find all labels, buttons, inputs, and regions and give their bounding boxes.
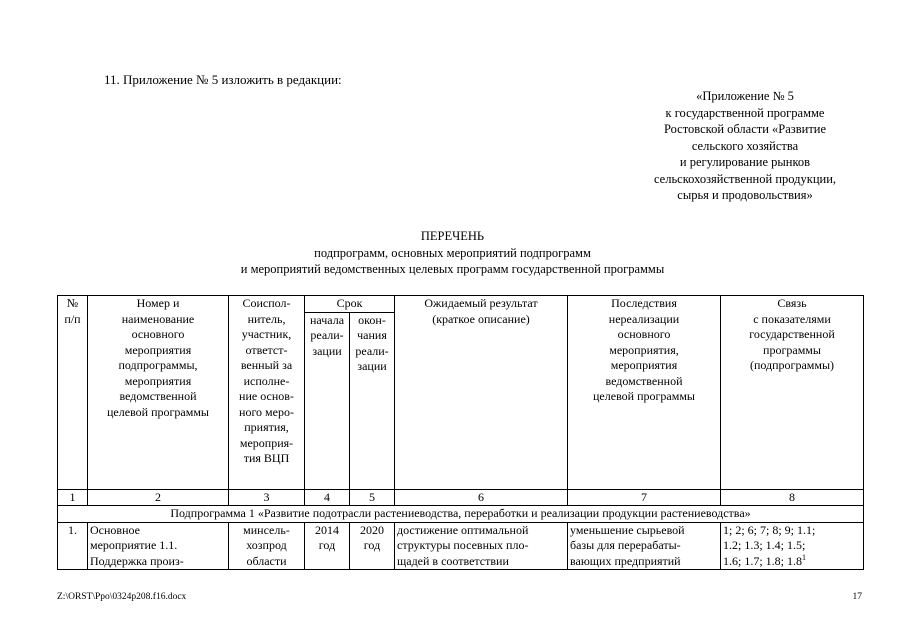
appendix-line: сельского хозяйства — [691, 138, 799, 153]
cell-text-line: Связь — [777, 296, 807, 310]
appendix-line: сырья и продовольствия» — [677, 188, 813, 202]
appendix-line: Ростовской области «Развитие — [663, 122, 827, 136]
file-path: Z:\ORST\Ppo\0324p208.f16.docx — [57, 592, 187, 602]
header-term: Срок — [305, 296, 395, 313]
cell-text-line: государственной — [749, 327, 835, 341]
heading-line: подпрограмм, основных мероприятий подпрограмм — [314, 245, 591, 260]
cell-text-line: окон- — [358, 312, 386, 327]
column-number-row — [58, 489, 864, 506]
header-coexecutor — [229, 296, 305, 490]
cell-text-line: 2014 — [315, 522, 339, 537]
cell-text-line: мероприя- — [239, 435, 294, 450]
cell-text-line: базы для перерабаты- — [570, 538, 681, 552]
cell-text-line: зации — [357, 359, 387, 373]
cell-text-line: Основное — [90, 522, 140, 537]
heading-title: ПЕРЕЧЕНЬ — [420, 229, 485, 243]
cell-text-line: целевой программы — [107, 404, 209, 419]
header-row — [58, 296, 864, 313]
cell-text-line: Соиспол- — [242, 296, 291, 310]
header-link — [721, 296, 864, 490]
cell-text-line: вающих предприятий — [570, 553, 681, 568]
col-number: 5 — [350, 489, 395, 506]
cell-text-line: зации — [312, 343, 342, 358]
cell-text-line: хозпрод — [246, 538, 287, 552]
document-heading — [0, 228, 905, 278]
cell-text-line: мероприятия, — [609, 342, 679, 357]
cell-text-line: реали- — [355, 343, 389, 358]
cell-text-line: мероприятие 1.1. — [90, 538, 178, 552]
cell-text-line: год — [318, 538, 336, 552]
page-number: 17 — [852, 592, 862, 602]
col-number: 2 — [88, 489, 229, 506]
header-num — [58, 296, 88, 490]
appendix-line: и регулирование рынков — [679, 155, 811, 169]
col-number: 6 — [395, 489, 568, 506]
col-number: 4 — [305, 489, 350, 506]
col-number: 3 — [229, 489, 305, 506]
header-start — [305, 312, 350, 489]
cell-text-line: ответст- — [245, 342, 288, 357]
row-end — [350, 522, 395, 570]
subprogram-title: Подпрограмма 1 «Развитие подотрасли растениеводства, переработки и реализации продукции растениеводства» — [58, 506, 864, 523]
intro-text: 11. Приложение № 5 изложить в редакции: — [104, 72, 342, 87]
cell-text-line: исполне- — [243, 373, 290, 388]
cell-text-line: п/п — [64, 311, 81, 326]
cell-text-line: реали- — [310, 328, 344, 342]
cell-text-line: нитель, — [247, 311, 286, 326]
cell-text-line: мероприятия — [610, 358, 678, 372]
cell-text-line: минсель- — [243, 522, 290, 537]
table-row — [58, 522, 864, 570]
cell-text-line: мероприятия — [124, 342, 192, 357]
cell-text-line: Номер и — [136, 296, 180, 310]
row-start — [305, 522, 350, 570]
cell-text-line: 2020 — [360, 522, 384, 537]
heading-line: и мероприятий ведомственных целевых программ государственной программы — [240, 262, 665, 276]
cell-text-line: программы — [763, 342, 821, 357]
cell-text-line: основного — [617, 327, 671, 341]
cell-text-line: ведомственной — [605, 373, 683, 388]
appendix-line: «Приложение № 5 — [696, 89, 794, 103]
appendix-header — [600, 88, 890, 204]
cell-text-line: Поддержка произ- — [90, 553, 184, 568]
cell-text-line: чания — [357, 328, 387, 342]
row-consequences — [568, 522, 721, 570]
col-number: 8 — [721, 489, 864, 506]
cell-text-line: № — [66, 296, 79, 310]
header-result — [395, 296, 568, 490]
cell-text-line: 1.2; 1.3; 1.4; 1.5; — [723, 538, 806, 552]
cell-text-line: целевой программы — [593, 389, 695, 403]
cell-text-line: начала — [309, 312, 345, 327]
cell-text-line: структуры посевных пло- — [397, 538, 529, 552]
cell-text-line: приятия, — [244, 420, 289, 434]
header-end — [350, 312, 395, 489]
cell-text-line: год — [363, 538, 381, 552]
cell-text-line: области — [246, 553, 287, 568]
row-link — [721, 522, 864, 570]
header-name — [88, 296, 229, 490]
cell-text-line: (подпрограммы) — [749, 358, 835, 372]
cell-text-line: достижение оптимальной — [397, 522, 529, 537]
subprogram-row — [58, 506, 864, 523]
appendix-line: сельскохозяйственной продукции, — [653, 171, 837, 186]
cell-text-line: Последствия — [611, 296, 677, 310]
cell-text-line: венный за — [240, 358, 293, 372]
cell-text-line: тия ВЦП — [243, 451, 290, 465]
cell-text-line: с показателями — [753, 311, 831, 326]
cell-text-line: щадей в соответствии — [397, 553, 509, 568]
col-number: 7 — [568, 489, 721, 506]
cell-text-line: ведомственной — [119, 389, 197, 403]
cell-text-line: уменьшение сырьевой — [570, 522, 685, 537]
cell-text-line: ние основ- — [239, 389, 294, 403]
cell-text-line: (краткое описание) — [432, 311, 530, 326]
cell-text-line: ного меро- — [239, 404, 294, 419]
cell-text-line: 1; 2; 6; 7; 8; 9; 1.1; — [723, 522, 816, 537]
cell-text-line: мероприятия — [124, 373, 192, 388]
activities-table — [57, 295, 864, 570]
cell-text-line: подпрограммы, — [118, 358, 198, 372]
appendix-line: к государственной программе — [665, 105, 825, 120]
row-coexecutor — [229, 522, 305, 570]
header-consequences — [568, 296, 721, 490]
row-num: 1. — [58, 522, 88, 570]
cell-text-line: основного — [131, 327, 185, 341]
row-name — [88, 522, 229, 570]
cell-text-line: Ожидаемый результат — [424, 296, 538, 310]
cell-text-line: нереализации — [608, 311, 680, 326]
cell-text-line: 1.6; 1.7; 1.8; $1.8^1$ — [723, 552, 807, 568]
cell-text-line: наименование — [121, 311, 195, 326]
row-result — [395, 522, 568, 570]
cell-text-line: участник, — [241, 327, 292, 341]
footnote-marker: 1 — [802, 552, 807, 562]
col-number: 1 — [58, 489, 88, 506]
